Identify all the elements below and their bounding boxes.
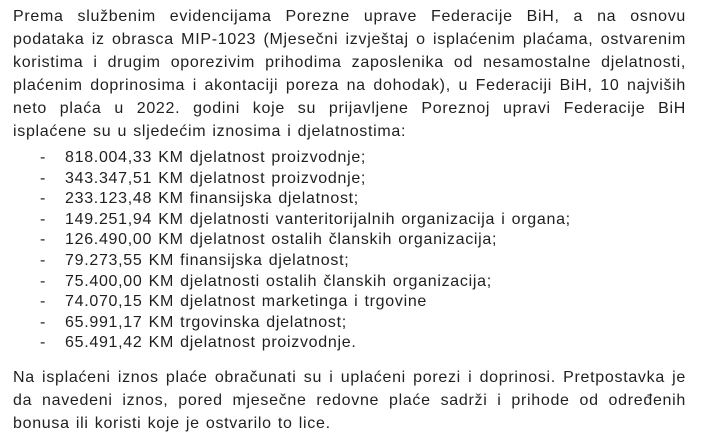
list-item-text: 75.400,00 KM djelatnosti ostalih članskih organizacija; [65,272,492,290]
list-item-text: 126.490,00 KM djelatnost ostalih članskih organizacija; [65,231,498,249]
dash-bullet: - [40,210,47,228]
intro-paragraph-line: plaćenim doprinosima i akontaciji poreza na dohodak), u Federaciji BiH, 10 najviših [13,77,686,94]
list-item [13,272,686,293]
list-item [13,292,686,313]
intro-paragraph-line: koristima i drugim oporezivim prihodima zaposlenika od nesamostalne djelatnosti, [13,54,686,71]
list-item-text: 233.123,48 KM finansijska djelatnost; [65,190,359,208]
list-item [13,169,686,190]
intro-paragraph-line: Prema službenim evidencijama Porezne uprave Federacije BiH, a na osnovu [13,8,686,25]
dash-bullet: - [40,149,47,166]
list-item-text: 65.491,42 KM djelatnost proizvodnje. [65,334,357,352]
dash-bullet: - [40,334,47,352]
top-salaries-list [13,148,686,354]
list-item-text: 343.347,51 KM djelatnost proizvodnje; [65,169,367,187]
dash-bullet: - [40,251,47,269]
list-item [13,313,686,334]
list-item [13,230,686,251]
dash-bullet: - [40,313,47,331]
closing-paragraph [13,366,686,435]
dash-bullet: - [40,169,47,187]
list-item-text: 149.251,94 KM djelatnosti vanteritorijalnih organizacija i organa; [65,210,571,228]
dash-bullet: - [40,293,47,311]
intro-paragraph-line: isplaćene su u sljedećim iznosima i djelatnostima: [13,123,407,140]
list-item [13,251,686,272]
list-item-text: 65.991,17 KM trgovinska djelatnost; [65,313,347,331]
dash-bullet: - [40,272,47,290]
list-item-text: 79.273,55 KM finansijska djelatnost; [65,251,350,269]
list-item [13,210,686,231]
list-item [13,189,686,210]
closing-paragraph-line: Na isplaćeni iznos plaće obračunati su i uplaćeni porezi i doprinosi. Pretpostavka je [13,368,686,386]
intro-paragraph-line: podataka iz obrasca MIP-1023 (Mjesečni izvještaj o isplaćenim plaćama, ostvarenim [13,31,686,48]
dash-bullet: - [40,190,47,208]
list-item-text: 818.004,33 KM djelatnost proizvodnje; [65,149,367,166]
intro-paragraph-line: neto plaća u 2022. godini koje su prijavljene Poreznoj upravi Federacije BiH [13,100,686,117]
closing-paragraph-line: bonusa ili koristi koje je ostvarilo to lice. [13,414,331,432]
list-item-text: 74.070,15 KM djelatnost marketinga i trgovine [65,293,428,311]
list-item [13,148,686,169]
dash-bullet: - [40,231,47,249]
closing-paragraph-line: da navedeni iznos, pored mjesečne redovne plaće sadrži i prihode od određenih [13,391,686,409]
intro-paragraph [13,5,686,143]
list-item [13,333,686,354]
